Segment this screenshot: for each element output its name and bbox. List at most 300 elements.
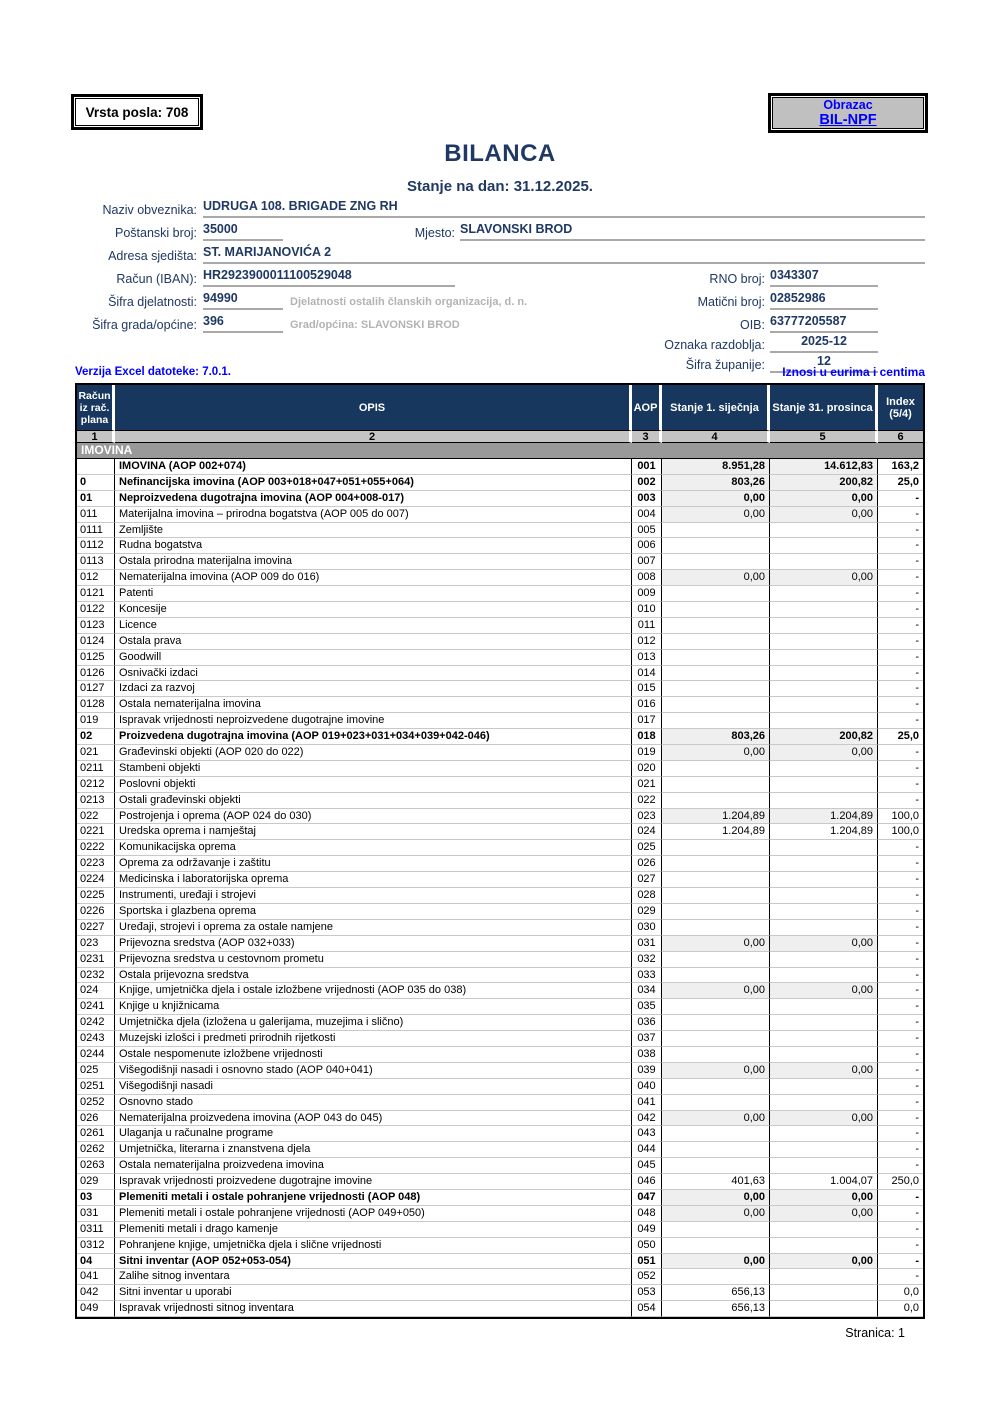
table-row-aop-041 bbox=[77, 1095, 923, 1111]
cell-opis: Goodwill bbox=[115, 650, 632, 666]
cell-index: - bbox=[878, 1031, 923, 1047]
page-title: BILANCA bbox=[444, 140, 556, 167]
cell-index: - bbox=[878, 1142, 923, 1158]
table-row-aop-048 bbox=[77, 1206, 923, 1222]
cell-stanje-sijecnja bbox=[662, 666, 770, 682]
cell-index: - bbox=[878, 840, 923, 856]
cell-stanje-prosinca bbox=[770, 634, 878, 650]
cell-account-code: 023 bbox=[77, 936, 115, 952]
cell-account-code: 0241 bbox=[77, 999, 115, 1015]
table-row-aop-053 bbox=[77, 1285, 923, 1301]
cell-aop: 043 bbox=[632, 1126, 662, 1142]
table-row-aop-022 bbox=[77, 793, 923, 809]
cell-account-code: 0 bbox=[77, 475, 115, 491]
cell-opis: Osnovno stado bbox=[115, 1095, 632, 1111]
cell-opis: Materijalna imovina – prirodna bogatstva (AOP 005 do 007) bbox=[115, 507, 632, 523]
cell-stanje-prosinca bbox=[770, 793, 878, 809]
table-row-aop-030 bbox=[77, 920, 923, 936]
cell-index: - bbox=[878, 507, 923, 523]
cell-account-code: 0252 bbox=[77, 1095, 115, 1111]
col-header-stanje-prosinca: Stanje 31. prosinca bbox=[770, 385, 878, 430]
table-row-aop-014 bbox=[77, 666, 923, 682]
amounts-note: Iznosi u eurima i centima bbox=[782, 365, 925, 379]
cell-stanje-prosinca: 0,00 bbox=[770, 1063, 878, 1079]
cell-index: - bbox=[878, 491, 923, 507]
cell-opis: Ostala prirodna materijalna imovina bbox=[115, 554, 632, 570]
cell-stanje-prosinca bbox=[770, 904, 878, 920]
cell-aop: 023 bbox=[632, 809, 662, 825]
cell-aop: 041 bbox=[632, 1095, 662, 1111]
cell-index: - bbox=[878, 618, 923, 634]
cell-account-code: 0221 bbox=[77, 824, 115, 840]
cell-stanje-prosinca: 0,00 bbox=[770, 1206, 878, 1222]
cell-index: - bbox=[878, 888, 923, 904]
cell-index: - bbox=[878, 1111, 923, 1127]
cell-aop: 030 bbox=[632, 920, 662, 936]
cell-stanje-sijecnja bbox=[662, 856, 770, 872]
cell-stanje-prosinca bbox=[770, 856, 878, 872]
cell-opis: Izdaci za razvoj bbox=[115, 681, 632, 697]
postanski-broj-field[interactable]: 35000 bbox=[203, 222, 283, 241]
cell-stanje-sijecnja: 0,00 bbox=[662, 491, 770, 507]
cell-account-code: 025 bbox=[77, 1063, 115, 1079]
cell-opis: Plemeniti metali i ostale pohranjene vrijednosti (AOP 049+050) bbox=[115, 1206, 632, 1222]
cell-index: - bbox=[878, 872, 923, 888]
table-row-aop-039 bbox=[77, 1063, 923, 1079]
cell-aop: 017 bbox=[632, 713, 662, 729]
cell-opis: Knjige u knjižnicama bbox=[115, 999, 632, 1015]
cell-opis: Ispravak vrijednosti neproizvedene dugotrajne imovine bbox=[115, 713, 632, 729]
cell-index: - bbox=[878, 634, 923, 650]
cell-aop: 044 bbox=[632, 1142, 662, 1158]
cell-account-code: 049 bbox=[77, 1301, 115, 1317]
cell-account-code: 02 bbox=[77, 729, 115, 745]
cell-stanje-prosinca bbox=[770, 1079, 878, 1095]
cell-stanje-prosinca bbox=[770, 1015, 878, 1031]
vrsta-posla-box bbox=[75, 98, 199, 126]
cell-account-code: 0122 bbox=[77, 602, 115, 618]
cell-stanje-sijecnja: 803,26 bbox=[662, 475, 770, 491]
table-row-aop-016 bbox=[77, 697, 923, 713]
cell-index: - bbox=[878, 586, 923, 602]
cell-index: 25,0 bbox=[878, 475, 923, 491]
cell-opis: Komunikacijska oprema bbox=[115, 840, 632, 856]
table-body bbox=[77, 459, 923, 1317]
obrazac-value: BIL-NPF bbox=[819, 112, 877, 128]
table-row-aop-020 bbox=[77, 761, 923, 777]
cell-index: - bbox=[878, 1095, 923, 1111]
cell-account-code: 0213 bbox=[77, 793, 115, 809]
oznaka-razdoblja-label: Oznaka razdoblja: bbox=[664, 338, 765, 352]
iban-label: Račun (IBAN): bbox=[116, 272, 197, 286]
cell-opis: Ostala prava bbox=[115, 634, 632, 650]
cell-aop: 020 bbox=[632, 761, 662, 777]
sifra-grada-field[interactable]: 396 bbox=[203, 314, 283, 333]
sifra-djelatnosti-label: Šifra djelatnosti: bbox=[108, 295, 197, 309]
cell-index: - bbox=[878, 904, 923, 920]
cell-stanje-sijecnja: 656,13 bbox=[662, 1301, 770, 1317]
cell-opis: Ispravak vrijednosti proizvedene dugotrajne imovine bbox=[115, 1174, 632, 1190]
table-row-aop-021 bbox=[77, 777, 923, 793]
cell-stanje-sijecnja: 0,00 bbox=[662, 1206, 770, 1222]
table-row-aop-038 bbox=[77, 1047, 923, 1063]
table-row-aop-001 bbox=[77, 459, 923, 475]
cell-index: 163,2 bbox=[878, 459, 923, 475]
cell-index: - bbox=[878, 1222, 923, 1238]
cell-index: - bbox=[878, 1047, 923, 1063]
cell-opis: Nematerijalna imovina (AOP 009 do 016) bbox=[115, 570, 632, 586]
cell-account-code: 0244 bbox=[77, 1047, 115, 1063]
cell-account-code: 0222 bbox=[77, 840, 115, 856]
cell-account-code: 0311 bbox=[77, 1222, 115, 1238]
cell-opis: Ispravak vrijednosti sitnog inventara bbox=[115, 1301, 632, 1317]
col-header-aop: AOP bbox=[632, 385, 662, 430]
cell-stanje-sijecnja: 0,00 bbox=[662, 507, 770, 523]
table-row-aop-006 bbox=[77, 538, 923, 554]
table-row-aop-032 bbox=[77, 952, 923, 968]
cell-index: - bbox=[878, 713, 923, 729]
cell-aop: 014 bbox=[632, 666, 662, 682]
cell-index: 25,0 bbox=[878, 729, 923, 745]
cell-opis: Stambeni objekti bbox=[115, 761, 632, 777]
column-number-row bbox=[77, 430, 923, 443]
col-header-stanje-sijecnja: Stanje 1. siječnja bbox=[662, 385, 770, 430]
cell-stanje-prosinca: 0,00 bbox=[770, 570, 878, 586]
cell-account-code: 01 bbox=[77, 491, 115, 507]
cell-aop: 021 bbox=[632, 777, 662, 793]
cell-aop: 054 bbox=[632, 1301, 662, 1317]
cell-stanje-sijecnja bbox=[662, 713, 770, 729]
cell-stanje-sijecnja bbox=[662, 888, 770, 904]
cell-aop: 025 bbox=[632, 840, 662, 856]
cell-opis: Osnivački izdaci bbox=[115, 666, 632, 682]
cell-aop: 016 bbox=[632, 697, 662, 713]
cell-stanje-prosinca bbox=[770, 538, 878, 554]
cell-opis: Ostala prijevozna sredstva bbox=[115, 968, 632, 984]
cell-index: 100,0 bbox=[878, 824, 923, 840]
maticni-broj-field[interactable]: 02852986 bbox=[770, 291, 878, 310]
table-row-aop-054 bbox=[77, 1301, 923, 1317]
sifra-djelatnosti-field[interactable]: 94990 bbox=[203, 291, 283, 310]
cell-aop: 052 bbox=[632, 1269, 662, 1285]
cell-aop: 032 bbox=[632, 952, 662, 968]
cell-account-code: 0223 bbox=[77, 856, 115, 872]
cell-stanje-sijecnja bbox=[662, 538, 770, 554]
cell-account-code: 0227 bbox=[77, 920, 115, 936]
cell-stanje-prosinca bbox=[770, 920, 878, 936]
cell-stanje-sijecnja bbox=[662, 618, 770, 634]
cell-opis: Instrumenti, uređaji i strojevi bbox=[115, 888, 632, 904]
naziv-obveznika-label: Naziv obveznika: bbox=[102, 203, 197, 217]
table-row-aop-035 bbox=[77, 999, 923, 1015]
oib-field[interactable]: 63777205587 bbox=[770, 314, 878, 333]
cell-account-code: 0128 bbox=[77, 697, 115, 713]
cell-aop: 034 bbox=[632, 983, 662, 999]
table-row-aop-028 bbox=[77, 888, 923, 904]
table-row-aop-017 bbox=[77, 713, 923, 729]
cell-stanje-sijecnja bbox=[662, 777, 770, 793]
col-header-racun: Račun iz rač. plana bbox=[77, 385, 115, 430]
adresa-field[interactable]: ST. MARIJANOVIĆA 2 bbox=[203, 245, 925, 264]
cell-account-code: 0211 bbox=[77, 761, 115, 777]
col-number-3: 3 bbox=[632, 430, 662, 443]
cell-index: - bbox=[878, 650, 923, 666]
cell-aop: 042 bbox=[632, 1111, 662, 1127]
cell-stanje-prosinca bbox=[770, 999, 878, 1015]
cell-opis: Poslovni objekti bbox=[115, 777, 632, 793]
cell-account-code: 0243 bbox=[77, 1031, 115, 1047]
cell-stanje-prosinca bbox=[770, 1269, 878, 1285]
cell-stanje-sijecnja bbox=[662, 872, 770, 888]
cell-stanje-sijecnja bbox=[662, 1031, 770, 1047]
cell-stanje-sijecnja bbox=[662, 1095, 770, 1111]
table-row-aop-008 bbox=[77, 570, 923, 586]
cell-opis: Neproizvedena dugotrajna imovina (AOP 004+008-017) bbox=[115, 491, 632, 507]
cell-index: - bbox=[878, 983, 923, 999]
table-row-aop-009 bbox=[77, 586, 923, 602]
table-row-aop-052 bbox=[77, 1269, 923, 1285]
cell-stanje-prosinca bbox=[770, 1238, 878, 1254]
cell-index: 100,0 bbox=[878, 809, 923, 825]
cell-opis: Sitni inventar (AOP 052+053-054) bbox=[115, 1254, 632, 1270]
iban-field[interactable]: HR2923900011100529048 bbox=[203, 268, 455, 287]
cell-aop: 003 bbox=[632, 491, 662, 507]
cell-index: - bbox=[878, 697, 923, 713]
cell-aop: 019 bbox=[632, 745, 662, 761]
cell-stanje-sijecnja bbox=[662, 761, 770, 777]
cell-stanje-prosinca: 0,00 bbox=[770, 1254, 878, 1270]
cell-stanje-prosinca bbox=[770, 666, 878, 682]
cell-index: - bbox=[878, 523, 923, 539]
table-row-aop-042 bbox=[77, 1111, 923, 1127]
cell-index: - bbox=[878, 999, 923, 1015]
oib-label: OIB: bbox=[739, 318, 765, 332]
cell-stanje-prosinca bbox=[770, 1031, 878, 1047]
page-subtitle: Stanje na dan: 31.12.2025. bbox=[407, 178, 593, 195]
cell-stanje-sijecnja bbox=[662, 1079, 770, 1095]
table-row-aop-050 bbox=[77, 1238, 923, 1254]
cell-aop: 048 bbox=[632, 1206, 662, 1222]
grad-hint: Grad/općina: SLAVONSKI BROD bbox=[290, 319, 460, 331]
cell-opis: Umjetnička, literarna i znanstvena djela bbox=[115, 1142, 632, 1158]
cell-account-code: 029 bbox=[77, 1174, 115, 1190]
cell-aop: 013 bbox=[632, 650, 662, 666]
cell-aop: 049 bbox=[632, 1222, 662, 1238]
cell-index: - bbox=[878, 538, 923, 554]
table-row-aop-037 bbox=[77, 1031, 923, 1047]
cell-account-code: 0125 bbox=[77, 650, 115, 666]
cell-stanje-prosinca bbox=[770, 1285, 878, 1301]
cell-index: - bbox=[878, 681, 923, 697]
cell-opis: IMOVINA (AOP 002+074) bbox=[115, 459, 632, 475]
obrazac-box bbox=[772, 97, 924, 129]
cell-account-code: 031 bbox=[77, 1206, 115, 1222]
obrazac-label: Obrazac bbox=[823, 98, 873, 112]
balance-table bbox=[75, 383, 925, 1319]
cell-index: - bbox=[878, 856, 923, 872]
table-row-aop-031 bbox=[77, 936, 923, 952]
cell-aop: 040 bbox=[632, 1079, 662, 1095]
cell-account-code: 0121 bbox=[77, 586, 115, 602]
col-header-index: Index (5/4) bbox=[878, 385, 923, 430]
cell-stanje-prosinca bbox=[770, 1047, 878, 1063]
cell-stanje-prosinca bbox=[770, 952, 878, 968]
cell-stanje-prosinca: 0,00 bbox=[770, 491, 878, 507]
cell-stanje-sijecnja: 0,00 bbox=[662, 570, 770, 586]
cell-opis: Prijevozna sredstva (AOP 032+033) bbox=[115, 936, 632, 952]
sifra-zupanije-field[interactable]: 12 bbox=[770, 354, 878, 373]
cell-aop: 015 bbox=[632, 681, 662, 697]
cell-account-code: 0112 bbox=[77, 538, 115, 554]
cell-stanje-prosinca: 0,00 bbox=[770, 507, 878, 523]
cell-stanje-prosinca: 1.204,89 bbox=[770, 809, 878, 825]
cell-account-code: 0225 bbox=[77, 888, 115, 904]
table-row-aop-013 bbox=[77, 650, 923, 666]
cell-stanje-prosinca bbox=[770, 618, 878, 634]
cell-index: 250,0 bbox=[878, 1174, 923, 1190]
cell-index: - bbox=[878, 745, 923, 761]
cell-account-code: 03 bbox=[77, 1190, 115, 1206]
sifra-grada-label: Šifra grada/općine: bbox=[92, 318, 197, 332]
cell-index: - bbox=[878, 1190, 923, 1206]
table-row-aop-051 bbox=[77, 1254, 923, 1270]
cell-stanje-prosinca bbox=[770, 1142, 878, 1158]
mjesto-field[interactable]: SLAVONSKI BROD bbox=[460, 222, 925, 241]
table-row-aop-010 bbox=[77, 602, 923, 618]
cell-stanje-sijecnja bbox=[662, 697, 770, 713]
cell-stanje-sijecnja bbox=[662, 1222, 770, 1238]
table-row-aop-043 bbox=[77, 1126, 923, 1142]
cell-account-code: 0126 bbox=[77, 666, 115, 682]
cell-stanje-sijecnja bbox=[662, 1142, 770, 1158]
cell-index: - bbox=[878, 1015, 923, 1031]
cell-opis: Višegodišnji nasadi i osnovno stado (AOP 040+041) bbox=[115, 1063, 632, 1079]
cell-aop: 038 bbox=[632, 1047, 662, 1063]
cell-account-code: 0127 bbox=[77, 681, 115, 697]
table-row-aop-002 bbox=[77, 475, 923, 491]
cell-stanje-prosinca: 0,00 bbox=[770, 1111, 878, 1127]
cell-aop: 053 bbox=[632, 1285, 662, 1301]
cell-stanje-prosinca bbox=[770, 761, 878, 777]
cell-index: - bbox=[878, 602, 923, 618]
cell-stanje-sijecnja bbox=[662, 1269, 770, 1285]
cell-aop: 007 bbox=[632, 554, 662, 570]
djelatnost-hint: Djelatnosti ostalih članskih organizacija, d. n. bbox=[290, 296, 528, 308]
cell-account-code: 0212 bbox=[77, 777, 115, 793]
table-row-aop-027 bbox=[77, 872, 923, 888]
cell-stanje-sijecnja: 0,00 bbox=[662, 1190, 770, 1206]
cell-stanje-prosinca: 0,00 bbox=[770, 745, 878, 761]
cell-account-code bbox=[77, 459, 115, 475]
cell-stanje-prosinca: 0,00 bbox=[770, 1190, 878, 1206]
cell-aop: 026 bbox=[632, 856, 662, 872]
cell-aop: 008 bbox=[632, 570, 662, 586]
cell-stanje-prosinca: 0,00 bbox=[770, 983, 878, 999]
naziv-obveznika-field[interactable]: UDRUGA 108. BRIGADE ZNG RH bbox=[203, 199, 925, 218]
cell-opis: Zemljište bbox=[115, 523, 632, 539]
col-number-4: 4 bbox=[662, 430, 770, 443]
table-row-aop-003 bbox=[77, 491, 923, 507]
table-row-aop-034 bbox=[77, 983, 923, 999]
cell-stanje-sijecnja bbox=[662, 1158, 770, 1174]
cell-aop: 001 bbox=[632, 459, 662, 475]
cell-account-code: 0124 bbox=[77, 634, 115, 650]
table-row-aop-012 bbox=[77, 634, 923, 650]
table-row-aop-024 bbox=[77, 824, 923, 840]
cell-stanje-prosinca bbox=[770, 872, 878, 888]
cell-opis: Medicinska i laboratorijska oprema bbox=[115, 872, 632, 888]
cell-stanje-prosinca: 1.204,89 bbox=[770, 824, 878, 840]
col-number-6: 6 bbox=[878, 430, 923, 443]
cell-stanje-sijecnja bbox=[662, 1015, 770, 1031]
cell-index: - bbox=[878, 666, 923, 682]
cell-stanje-sijecnja bbox=[662, 523, 770, 539]
cell-index: - bbox=[878, 920, 923, 936]
cell-stanje-sijecnja bbox=[662, 650, 770, 666]
cell-opis: Plemeniti metali i ostale pohranjene vrijednosti (AOP 048) bbox=[115, 1190, 632, 1206]
cell-stanje-prosinca bbox=[770, 713, 878, 729]
cell-account-code: 0231 bbox=[77, 952, 115, 968]
cell-stanje-prosinca bbox=[770, 1222, 878, 1238]
cell-stanje-sijecnja bbox=[662, 634, 770, 650]
cell-index: - bbox=[878, 1079, 923, 1095]
section-header-imovina: IMOVINA bbox=[77, 443, 923, 459]
cell-opis: Ostala nematerijalna imovina bbox=[115, 697, 632, 713]
cell-stanje-sijecnja bbox=[662, 999, 770, 1015]
cell-aop: 035 bbox=[632, 999, 662, 1015]
cell-stanje-sijecnja bbox=[662, 681, 770, 697]
table-row-aop-005 bbox=[77, 523, 923, 539]
cell-account-code: 022 bbox=[77, 809, 115, 825]
cell-stanje-sijecnja: 1.204,89 bbox=[662, 824, 770, 840]
cell-stanje-prosinca bbox=[770, 1158, 878, 1174]
cell-opis: Ostala nematerijalna proizvedena imovina bbox=[115, 1158, 632, 1174]
table-row-aop-018 bbox=[77, 729, 923, 745]
cell-stanje-prosinca: 0,00 bbox=[770, 936, 878, 952]
cell-opis: Višegodišnji nasadi bbox=[115, 1079, 632, 1095]
rno-broj-field[interactable]: 0343307 bbox=[770, 268, 878, 287]
cell-opis: Sportska i glazbena oprema bbox=[115, 904, 632, 920]
cell-stanje-sijecnja: 0,00 bbox=[662, 1111, 770, 1127]
cell-index: - bbox=[878, 1206, 923, 1222]
cell-aop: 029 bbox=[632, 904, 662, 920]
cell-index: - bbox=[878, 761, 923, 777]
cell-account-code: 0232 bbox=[77, 968, 115, 984]
cell-account-code: 0251 bbox=[77, 1079, 115, 1095]
cell-account-code: 024 bbox=[77, 983, 115, 999]
table-row-aop-004 bbox=[77, 507, 923, 523]
cell-stanje-sijecnja bbox=[662, 793, 770, 809]
cell-opis: Prijevozna sredstva u cestovnom prometu bbox=[115, 952, 632, 968]
cell-account-code: 0262 bbox=[77, 1142, 115, 1158]
cell-stanje-prosinca bbox=[770, 650, 878, 666]
page-number: Stranica: 1 bbox=[845, 1326, 905, 1340]
rno-broj-label: RNO broj: bbox=[709, 272, 765, 286]
oznaka-razdoblja-field[interactable]: 2025-12 bbox=[770, 334, 878, 353]
table-row-aop-029 bbox=[77, 904, 923, 920]
sifra-zupanije-label: Šifra županije: bbox=[685, 358, 765, 372]
cell-stanje-prosinca bbox=[770, 777, 878, 793]
cell-aop: 050 bbox=[632, 1238, 662, 1254]
cell-stanje-sijecnja bbox=[662, 904, 770, 920]
cell-opis: Zalihe sitnog inventara bbox=[115, 1269, 632, 1285]
cell-aop: 037 bbox=[632, 1031, 662, 1047]
table-row-aop-040 bbox=[77, 1079, 923, 1095]
cell-index: - bbox=[878, 1126, 923, 1142]
cell-account-code: 0113 bbox=[77, 554, 115, 570]
cell-stanje-sijecnja bbox=[662, 952, 770, 968]
cell-stanje-sijecnja bbox=[662, 968, 770, 984]
